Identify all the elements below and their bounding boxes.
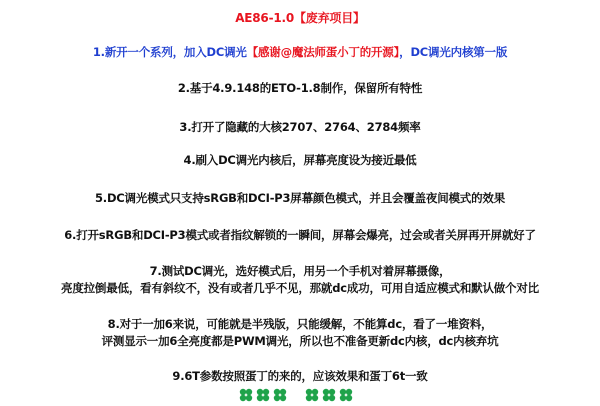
note-item-6: 6.打开sRGB和DCI-P3模式或者指纹解锁的一瞬间，屏幕会爆亮，过会或者关屏再开屏就好了 bbox=[64, 228, 536, 242]
note-item-1-suffix: ，DC调光内核第一版 bbox=[399, 45, 508, 59]
note-item-3: 3.打开了隐藏的大核2707、2764、2784频率 bbox=[179, 120, 421, 134]
note-item-9: 9.6T参数按照蛋丁的来的，应该效果和蛋丁6t一致 bbox=[172, 369, 428, 383]
note-item-1-thanks: 【感谢@魔法师蛋小丁的开源】 bbox=[246, 45, 400, 59]
page-title: AE86-1.0【废弃项目】 bbox=[235, 11, 365, 25]
note-item-8-line-2: 评测显示一加6全亮度都是PWM调光，所以也不准备更新dc内核，dc内核弃坑 bbox=[101, 334, 499, 348]
note-item-1-text: 1.新开一个系列，加入DC调光 bbox=[92, 45, 247, 59]
note-item-1 bbox=[0, 44, 600, 60]
clover-icon bbox=[323, 389, 335, 401]
note-item-2: 2.基于4.9.148的ETO-1.8制作，保留所有特性 bbox=[177, 81, 423, 95]
clover-icon bbox=[257, 389, 269, 401]
clover-icon bbox=[274, 389, 286, 401]
clover-icon bbox=[306, 389, 318, 401]
clover-icon bbox=[240, 389, 252, 401]
clover-icon bbox=[340, 389, 352, 401]
note-item-8-line-1: 8.对于一加6来说，可能就是半残版，只能缓解，不能算dc，看了一堆资料， bbox=[107, 317, 493, 331]
note-item-5: 5.DC调光模式只支持sRGB和DCI-P3屏幕颜色模式，并且会覆盖夜间模式的效果 bbox=[94, 191, 506, 205]
note-item-7-line-2: 亮度拉倒最低，看有斜纹不，没有或者几乎不见，那就dc成功，可用自适应模式和默认做个对比 bbox=[61, 281, 539, 295]
note-item-4: 4.刷入DC调光内核后，屏幕亮度设为接近最低 bbox=[183, 153, 417, 167]
clover-decoration bbox=[236, 387, 356, 403]
note-item-7-line-1: 7.测试DC调光，选好模式后，用另一个手机对着屏幕摄像， bbox=[149, 264, 451, 278]
